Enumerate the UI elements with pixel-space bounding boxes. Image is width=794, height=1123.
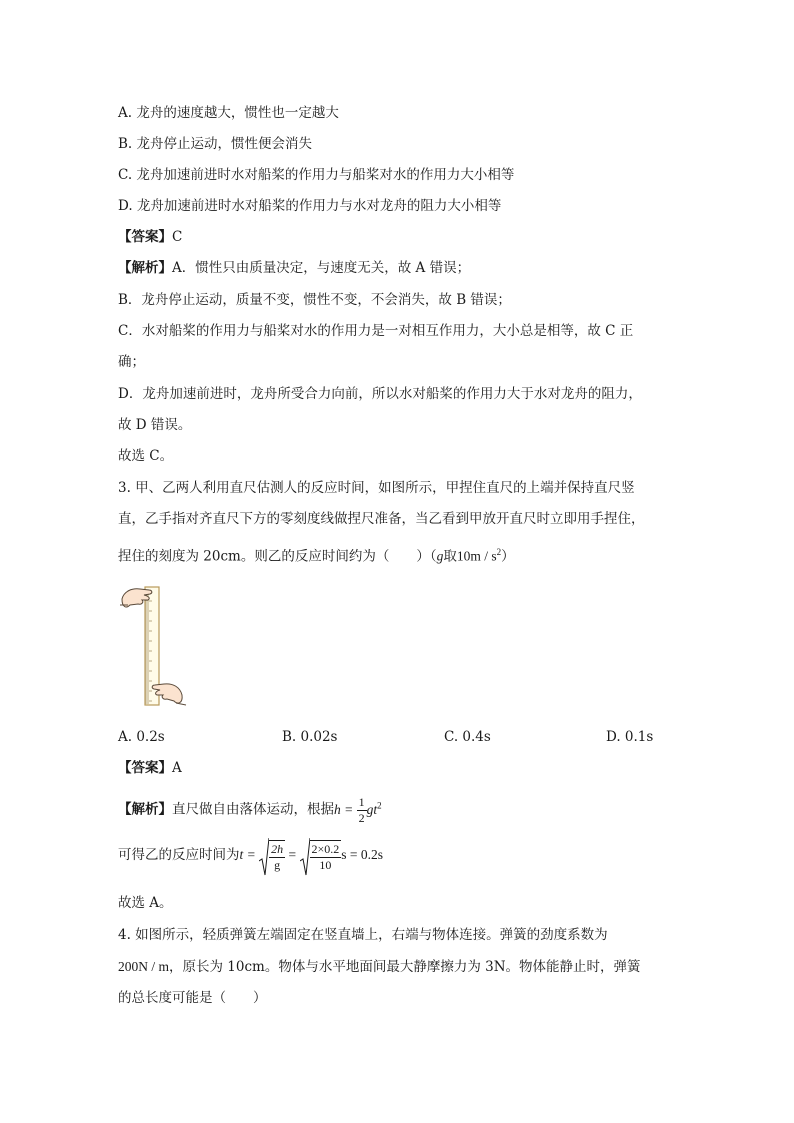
q3-option-d: D. 0.1s bbox=[606, 729, 654, 745]
answer-tag: 【答案】 bbox=[118, 229, 172, 245]
analysis-tag: 【解析】 bbox=[118, 260, 172, 276]
q3-stem-line: 直，乙手指对齐直尺下方的零刻度线做捏尺准备，当乙看到甲放开直尺时立即用手捏住， bbox=[118, 511, 645, 527]
answer-value: C bbox=[172, 229, 183, 245]
q3-analysis-line: 【解析】直尺做自由落体运动，根据h = $\frac{1}{2}$ $gt^2$ bbox=[118, 794, 382, 825]
reaction-time-formula: t = $\frac{2h}{g}$ = $\frac{2\times 0.2}{10}$ s = 0.2s bbox=[240, 847, 384, 862]
q3-answer bbox=[118, 758, 182, 778]
q4-stem-line: 200N / m，原长为 10cm。物体与水平地面间最大静摩擦力为 3N。物体能静止时，弹簧 bbox=[118, 959, 641, 975]
q2-analysis-line: 确； bbox=[118, 354, 145, 370]
q2-analysis-line: 故 D 错误。 bbox=[118, 417, 192, 433]
q2-analysis-line: 【解析】A．惯性只由质量决定，与速度无关，故 A 错误； bbox=[118, 260, 471, 276]
q2-option-a: A. 龙舟的速度越大，惯性也一定越大 bbox=[118, 105, 339, 121]
free-fall-formula: h = $\frac{1}{2}$ $gt^2$ bbox=[334, 794, 382, 825]
q4-stem-line: 的总长度可能是（ ） bbox=[118, 990, 267, 1006]
q2-conclusion: 故选 C。 bbox=[118, 448, 174, 464]
ruler-figure bbox=[118, 583, 190, 713]
q2-answer bbox=[118, 227, 182, 247]
q2-option-c: C. 龙舟加速前进时水对船桨的作用力与船桨对水的作用力大小相等 bbox=[118, 167, 515, 183]
answer-tag: 【答案】 bbox=[118, 760, 172, 776]
q2-option-d: D. 龙舟加速前进时水对船桨的作用力与水对龙舟的阻力大小相等 bbox=[118, 198, 502, 214]
q3-analysis-line: 可得乙的反应时间为t = $\frac{2h}{g}$ = $\frac{2\times 0.2}{10}$ s = 0.2s bbox=[118, 832, 383, 879]
answer-value: A bbox=[172, 760, 182, 776]
q2-analysis-line: B．龙舟停止运动，质量不变，惯性不变，不会消失，故 B 错误； bbox=[118, 292, 511, 308]
q3-stem-line: 捏住的刻度为 20cm。则乙的反应时间约为（ ）（g取$10m / s^2$） bbox=[118, 547, 515, 565]
q4-stem-line: 4. 如图所示，轻质弹簧左端固定在竖直墙上，右端与物体连接。弹簧的劲度系数为 bbox=[118, 927, 608, 943]
analysis-tag: 【解析】 bbox=[118, 801, 172, 818]
q2-analysis-line: D．龙舟加速前进时，龙舟所受合力向前，所以水对船桨的作用力大于水对龙舟的阻力， bbox=[118, 386, 642, 402]
q3-option-a: A. 0.2s bbox=[118, 729, 165, 745]
q3-stem-line: 3. 甲、乙两人利用直尺估测人的反应时间，如图所示，甲捏住直尺的上端并保持直尺竖 bbox=[118, 480, 635, 496]
q3-option-c: C. 0.4s bbox=[444, 729, 491, 745]
q2-option-b: B. 龙舟停止运动，惯性便会消失 bbox=[118, 136, 313, 152]
q3-option-b: B. 0.02s bbox=[282, 729, 338, 745]
q2-analysis-line: C．水对船桨的作用力与船桨对水的作用力是一对相互作用力，大小总是相等，故 C 正 bbox=[118, 323, 634, 339]
q3-conclusion: 故选 A。 bbox=[118, 895, 173, 911]
